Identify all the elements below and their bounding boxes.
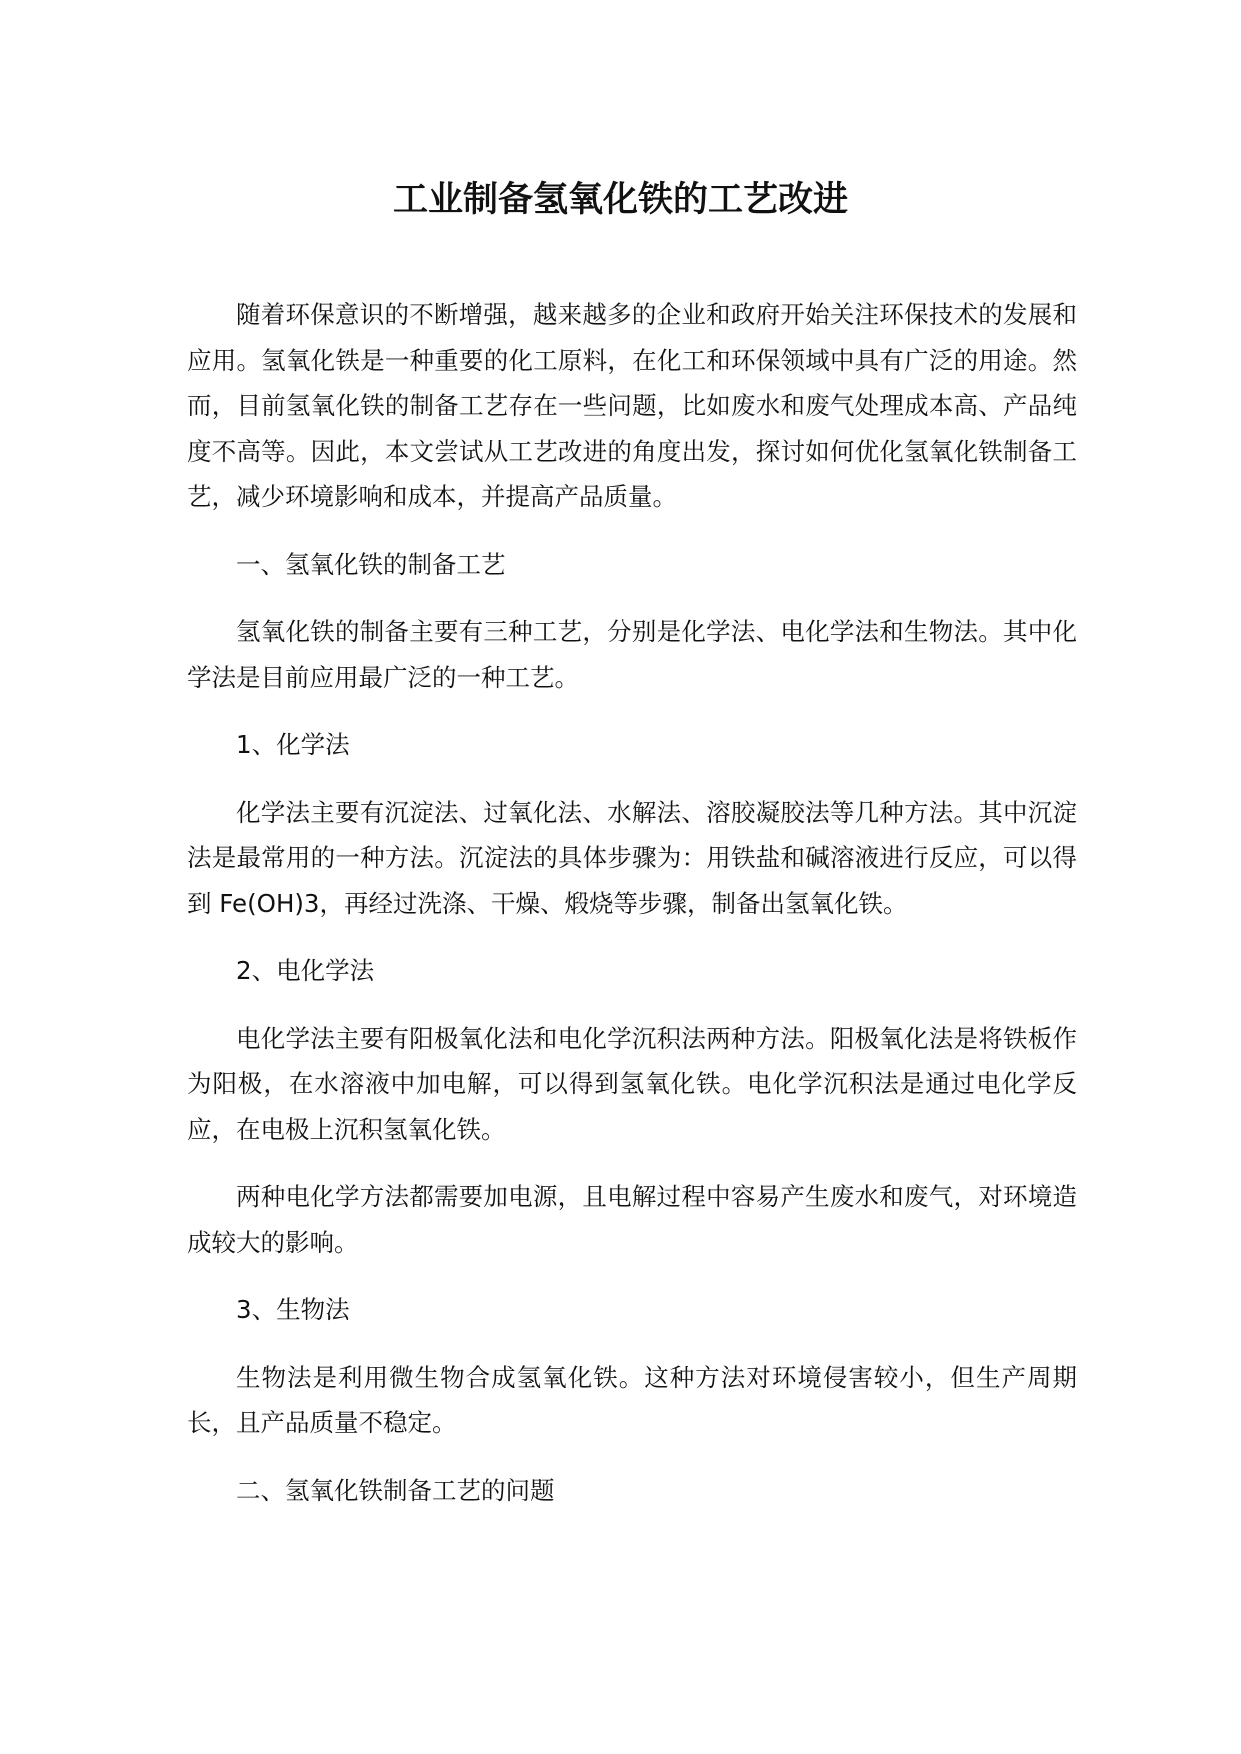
paragraph-electrochemical-impact: 两种电化学方法都需要加电源，且电解过程中容易产生废水和废气，对环境造成较大的影响。 [187,1182,1077,1257]
document-body [187,292,1077,1535]
section-heading-1: 一、氢氧化铁的制备工艺 [236,549,506,579]
paragraph-electrochemical-method: 电化学法主要有阳极氧化法和电化学沉积法两种方法。阳极氧化法是将铁板作为阳极，在水溶液中加电解，可以得到氢氧化铁。电化学沉积法是通过电化学反应，在电极上沉积氢氧化铁。 [187,1023,1077,1144]
paragraph-biological-method: 生物法是利用微生物合成氢氧化铁。这种方法对环境侵害较小，但生产周期长，且产品质量不稳定。 [187,1362,1077,1437]
section-heading-2: 二、氢氧化铁制备工艺的问题 [236,1475,555,1505]
subsection-heading-biological: 3、生物法 [236,1295,350,1324]
paragraph-chemical-method: 化学法主要有沉淀法、过氧化法、水解法、溶胶凝胶法等几种方法。其中沉淀法是最常用的一种方法。沉淀法的具体步骤为：用铁盐和碱溶液进行反应，可以得到 Fe(OH)3，再经过洗涤、干燥、煅烧等步骤，制备出氢氧化铁。 [187,797,1077,918]
paragraph-process-overview: 氢氧化铁的制备主要有三种工艺，分别是化学法、电化学法和生物法。其中化学法是目前应用最广泛的一种工艺。 [187,617,1077,692]
paragraph-intro: 随着环保意识的不断增强，越来越多的企业和政府开始关注环保技术的发展和应用。氢氧化铁是一种重要的化工原料，在化工和环保领域中具有广泛的用途。然而，目前氢氧化铁的制备工艺存在一些问题，比如废水和废气处理成本高、产品纯度不高等。因此，本文尝试从工艺改进的角度出发，探讨如何优化氢氧化铁制备工艺，减少环境影响和成本，并提高产品质量。 [187,300,1077,511]
subsection-heading-electrochemical: 2、电化学法 [236,956,375,985]
subsection-heading-chemical: 1、化学法 [236,730,350,759]
document-title: 工业制备氢氧化铁的工艺改进 [392,180,848,220]
